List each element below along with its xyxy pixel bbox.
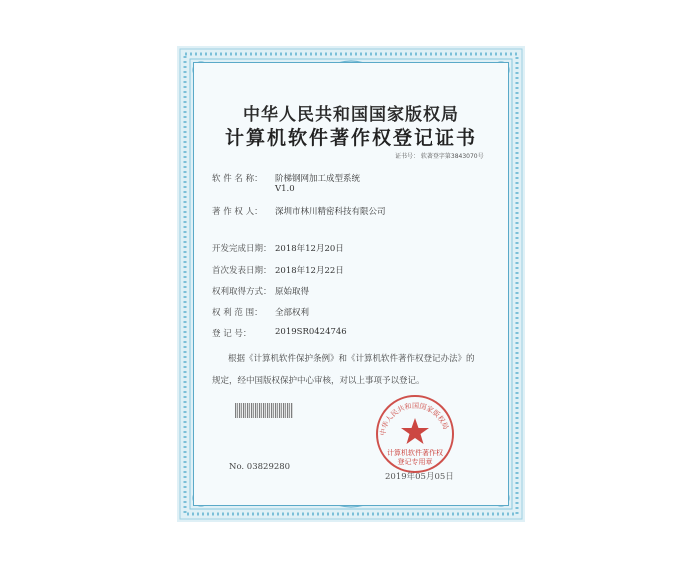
software-version: V1.0	[275, 184, 295, 194]
scope-value: 全部权利	[275, 308, 310, 318]
copyright-owner-label: 著 作 权 人：	[212, 207, 263, 217]
barcode	[235, 403, 293, 418]
issue-date: 2019年05月05日	[385, 472, 454, 482]
seal-text-line-1: 计算机软件著作权	[387, 449, 443, 457]
first-publish-value: 2018年12月22日	[275, 266, 344, 276]
seal-star-icon	[401, 418, 429, 444]
software-name-value: 阶梯钢网加工成型系统	[275, 174, 361, 184]
certificate-title: 计算机软件著作权登记证书	[224, 127, 477, 149]
first-publish-label: 首次发表日期：	[212, 266, 272, 276]
body-text-line-1: 根据《计算机软件保护条例》和《计算机软件著作权登记办法》的	[228, 354, 475, 364]
acquisition-label: 权利取得方式：	[212, 287, 272, 297]
copyright-owner-value: 深圳市林川精密科技有限公司	[275, 207, 386, 217]
seal-text-line-2: 登记专用章	[397, 458, 433, 466]
certificate-number: 证书号： 软著登字第3843070号	[395, 153, 484, 160]
registration-label: 登 记 号：	[212, 329, 252, 339]
issuer-heading: 中华人民共和国国家版权局	[243, 105, 459, 125]
scope-label: 权 利 范 围：	[212, 308, 263, 318]
completion-date-value: 2018年12月20日	[275, 244, 344, 254]
seal-ring-text: 中华人民共和国国家版权局	[378, 401, 450, 437]
body-text-line-2: 规定，经中国版权保护中心审核，对以上事项予以登记。	[212, 376, 425, 386]
registration-value: 2019SR0424746	[275, 327, 347, 337]
completion-date-label: 开发完成日期：	[212, 244, 272, 254]
acquisition-value: 原始取得	[275, 287, 310, 297]
serial-number: No. 03829280	[229, 462, 291, 472]
software-name-label: 软 件 名 称：	[212, 174, 263, 184]
